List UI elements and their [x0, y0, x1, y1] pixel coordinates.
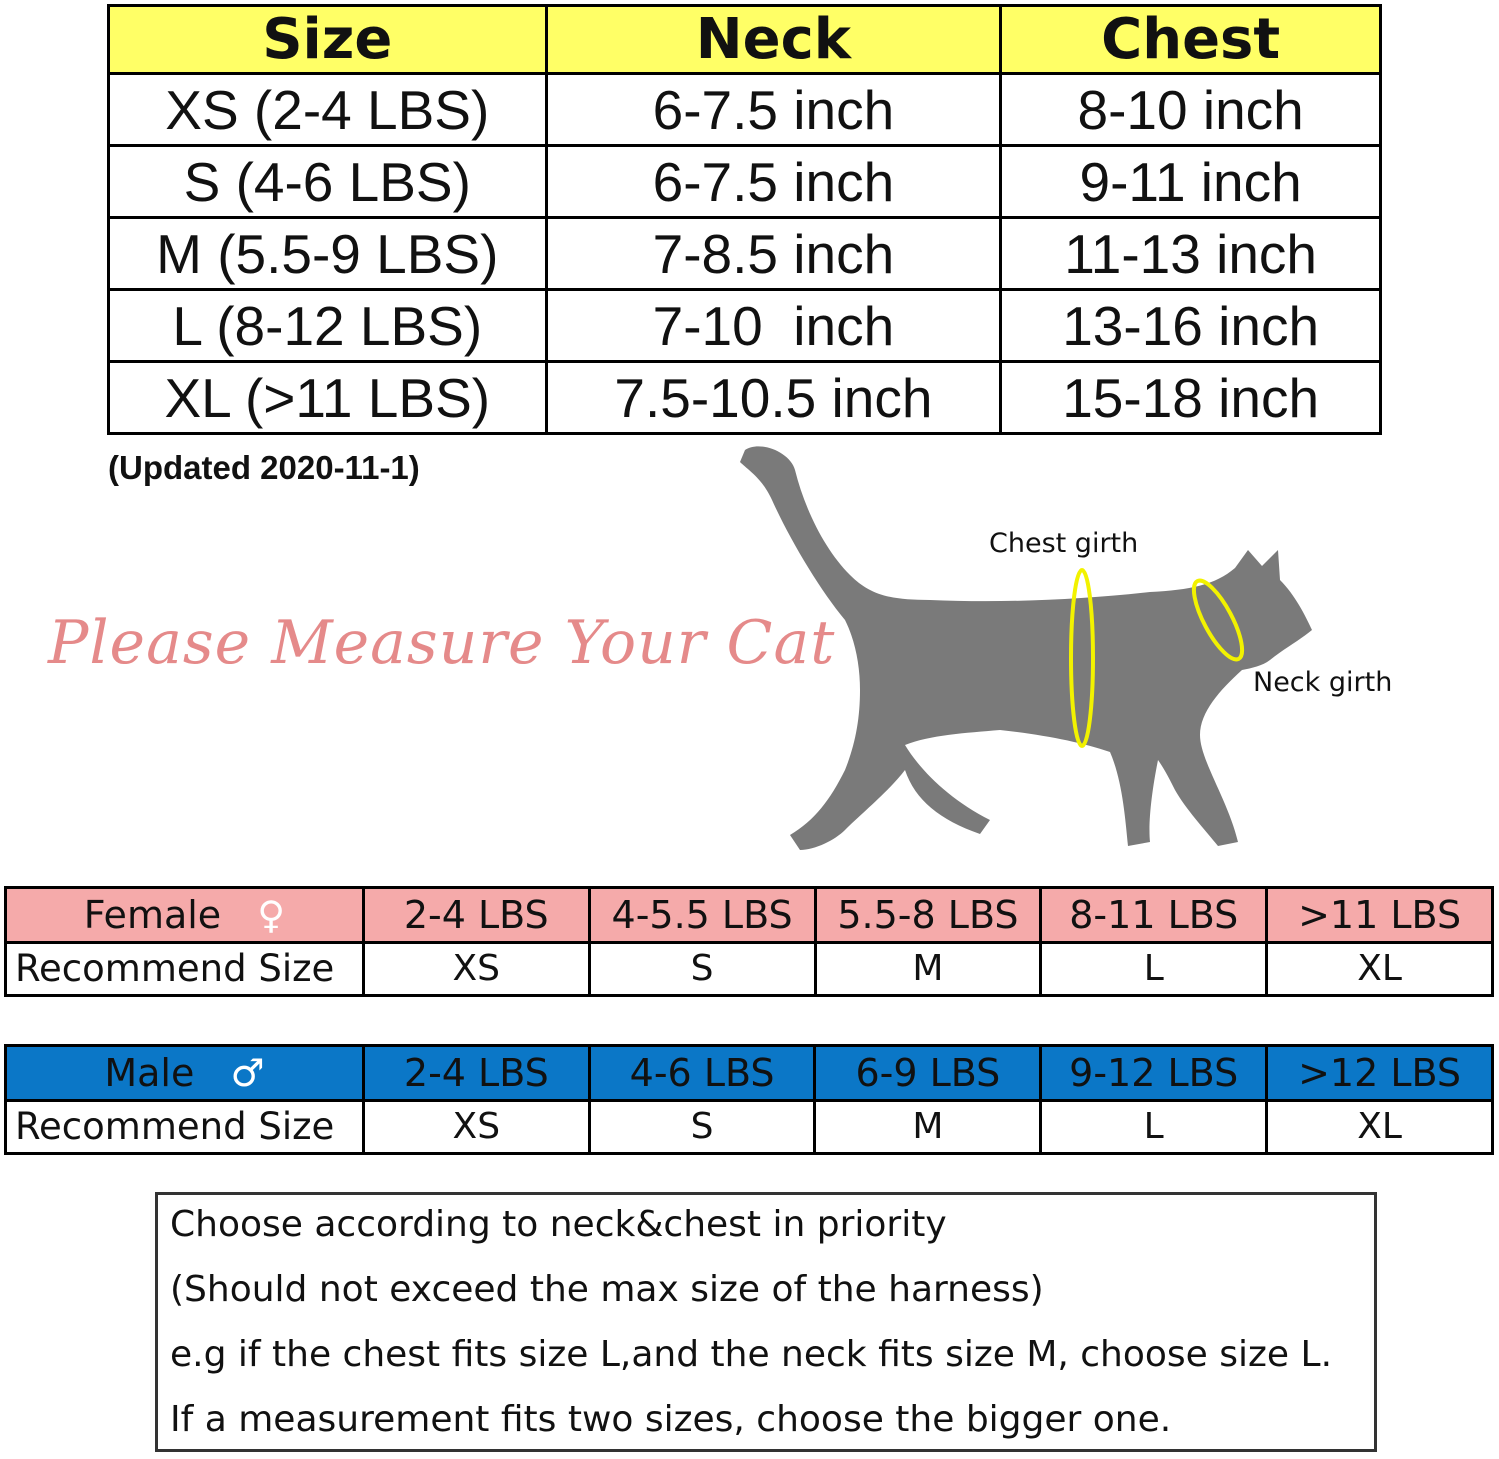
sizing-note: (Should not exceed the max size of the harness) [170, 1269, 1044, 1310]
weight-cell: 2-4 LBS [363, 1046, 589, 1101]
female-weight-row [6, 888, 1493, 943]
weight-cell: >11 LBS [1267, 888, 1493, 943]
neck-cell: 7-8.5 inch [546, 218, 1001, 290]
weight-cell: >12 LBS [1267, 1046, 1493, 1101]
cat-body-shape [740, 446, 1312, 850]
size-cell: M [815, 943, 1041, 996]
weight-cell: 2-4 LBS [363, 888, 589, 943]
size-row-xs [109, 74, 1381, 146]
male-size-table [4, 1044, 1494, 1155]
male-symbol-icon: ♂ [230, 1051, 265, 1095]
chest-cell: 13-16 inch [1001, 290, 1381, 362]
chest-girth-label: Chest girth [989, 528, 1139, 559]
size-chart-table [107, 4, 1382, 435]
size-cell: L (8-12 LBS) [109, 290, 547, 362]
neck-cell: 6-7.5 inch [546, 74, 1001, 146]
neck-cell: 7-10 inch [546, 290, 1001, 362]
male-label: Male [104, 1051, 195, 1095]
sizing-note: Choose according to neck&chest in priority [170, 1204, 947, 1245]
weight-cell: 9-12 LBS [1041, 1046, 1267, 1101]
female-size-table [4, 886, 1494, 997]
size-cell: XS [363, 943, 589, 996]
female-symbol-icon: ♀ [257, 893, 286, 937]
header-neck: Neck [546, 6, 1001, 74]
size-cell: XS [363, 1101, 589, 1154]
size-cell: M [815, 1101, 1041, 1154]
recommend-size-label: Recommend Size [6, 1101, 364, 1154]
header-chest: Chest [1001, 6, 1381, 74]
male-weight-row [6, 1046, 1493, 1101]
neck-girth-label: Neck girth [1253, 667, 1393, 698]
weight-cell: 8-11 LBS [1041, 888, 1267, 943]
weight-cell: 4-6 LBS [589, 1046, 815, 1101]
cat-silhouette-illustration [730, 440, 1470, 860]
size-cell: S [589, 943, 815, 996]
size-row-xl [109, 362, 1381, 434]
size-cell: L [1041, 1101, 1267, 1154]
size-cell: M (5.5-9 LBS) [109, 218, 547, 290]
female-recommend-row [6, 943, 1493, 996]
male-label-cell [6, 1046, 364, 1101]
female-label: Female [83, 893, 222, 937]
male-recommend-row [6, 1101, 1493, 1154]
size-cell: S (4-6 LBS) [109, 146, 547, 218]
updated-date-note: (Updated 2020-11-1) [108, 449, 420, 486]
chest-cell: 11-13 inch [1001, 218, 1381, 290]
size-cell: L [1041, 943, 1267, 996]
size-row-l [109, 290, 1381, 362]
weight-cell: 4-5.5 LBS [589, 888, 815, 943]
weight-cell: 5.5-8 LBS [815, 888, 1041, 943]
size-cell: S [589, 1101, 815, 1154]
header-size: Size [109, 6, 547, 74]
size-cell: XL [1267, 1101, 1493, 1154]
size-cell: XL [1267, 943, 1493, 996]
neck-cell: 6-7.5 inch [546, 146, 1001, 218]
chest-cell: 8-10 inch [1001, 74, 1381, 146]
recommend-size-label: Recommend Size [6, 943, 364, 996]
size-cell: XS (2-4 LBS) [109, 74, 547, 146]
sizing-note: If a measurement fits two sizes, choose the bigger one. [170, 1399, 1172, 1440]
chest-cell: 15-18 inch [1001, 362, 1381, 434]
size-row-s [109, 146, 1381, 218]
neck-cell: 7.5-10.5 inch [546, 362, 1001, 434]
female-label-cell [6, 888, 364, 943]
size-row-m [109, 218, 1381, 290]
measure-headline: Please Measure Your Cat [48, 608, 836, 678]
sizing-note: e.g if the chest fits size L,and the neck fits size M, choose size L. [170, 1334, 1333, 1375]
chest-cell: 9-11 inch [1001, 146, 1381, 218]
size-cell: XL (>11 LBS) [109, 362, 547, 434]
size-chart-header-row [109, 6, 1381, 74]
weight-cell: 6-9 LBS [815, 1046, 1041, 1101]
